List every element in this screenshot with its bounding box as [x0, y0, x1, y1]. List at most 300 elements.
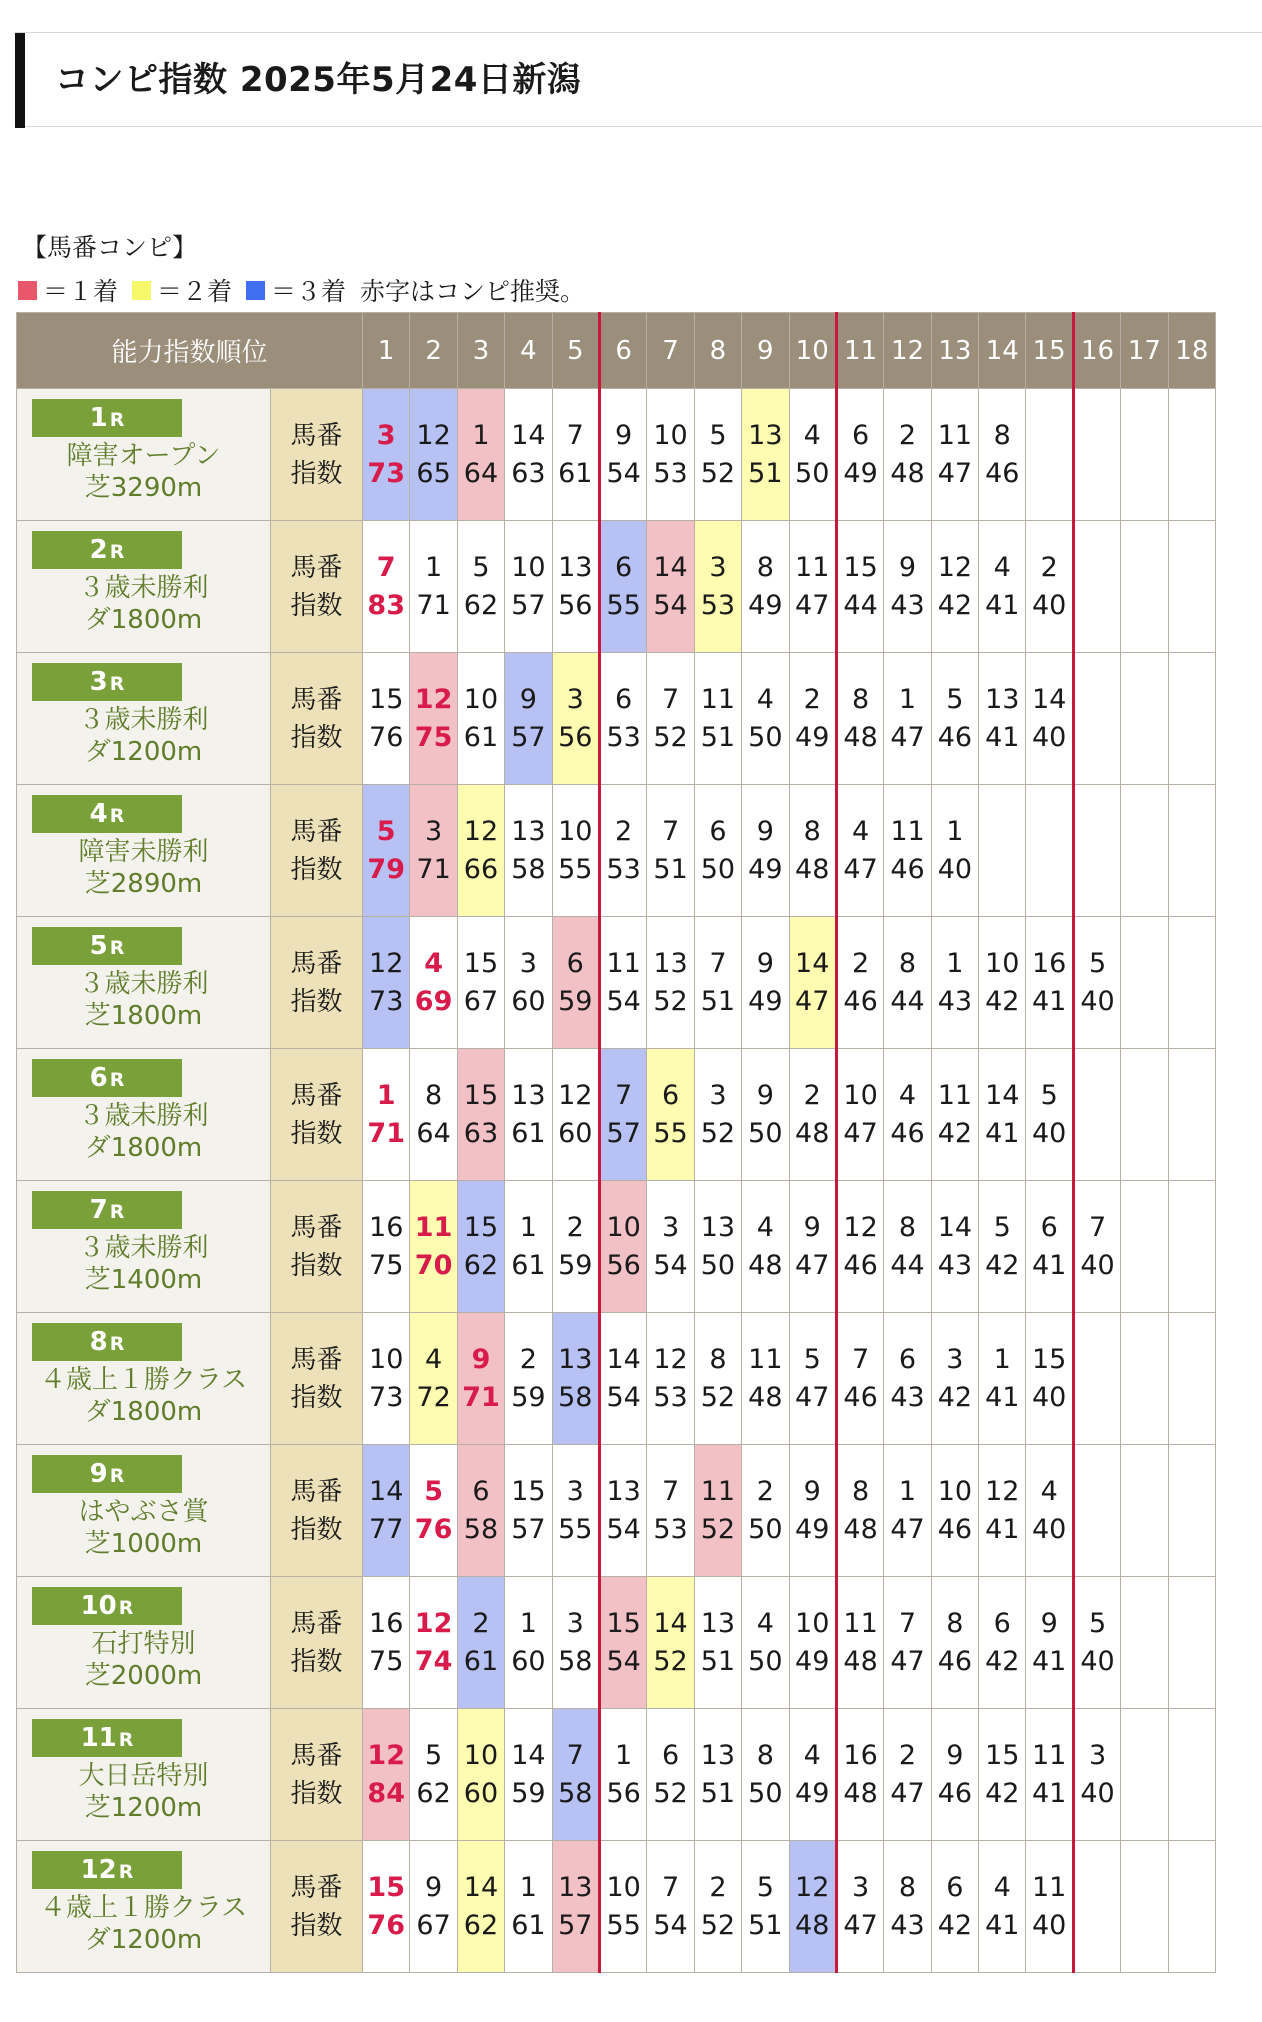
- race-number-badge[interactable]: [32, 1059, 182, 1097]
- rank-cell-18: [1168, 521, 1215, 653]
- index-label: 指数: [290, 1118, 343, 1149]
- index-label: 指数: [290, 458, 343, 489]
- rank-cell-6: [599, 917, 646, 1049]
- rank-cell-13: [931, 917, 978, 1049]
- index-value: 57: [511, 1513, 546, 1545]
- horse-number-label: 馬番: [290, 1740, 343, 1771]
- rank-cell-16: [1073, 389, 1120, 521]
- race-number-badge[interactable]: [32, 795, 182, 833]
- horse-number: 12: [558, 1079, 593, 1111]
- rank-cell-2: [410, 653, 457, 785]
- horse-number: 15: [463, 1079, 499, 1111]
- rank-cell-8: [694, 1577, 741, 1709]
- index-value: 75: [414, 721, 453, 753]
- index-value: 64: [416, 1117, 451, 1149]
- index-value: 55: [653, 1117, 688, 1149]
- index-value: 46: [937, 721, 973, 753]
- index-value: 42: [937, 589, 973, 621]
- horse-number: 4: [1040, 1475, 1058, 1507]
- rank-cell-7: [647, 1181, 694, 1313]
- index-value: 79: [367, 853, 405, 885]
- horse-number: 10: [795, 1607, 830, 1639]
- horse-number: 3: [852, 1871, 870, 1903]
- index-value: 40: [1031, 1513, 1067, 1545]
- race-number-badge[interactable]: [32, 399, 182, 437]
- rank-cell-1: [363, 389, 410, 521]
- rank-cell-5: [552, 917, 599, 1049]
- horse-number: 12: [937, 551, 973, 583]
- rank-cell-1: [363, 917, 410, 1049]
- race-course: 芝2890m: [84, 869, 203, 899]
- rank-cell-7: [647, 785, 694, 917]
- row-label-cell: [271, 1841, 363, 1973]
- rank-cell-17: [1121, 1709, 1168, 1841]
- horse-number: 5: [424, 1739, 443, 1771]
- race-course: 芝1000m: [84, 1529, 203, 1559]
- index-value: 83: [367, 589, 405, 621]
- index-value: 54: [606, 1645, 641, 1677]
- horse-number: 9: [471, 1343, 491, 1375]
- horse-number: 13: [558, 1871, 593, 1903]
- rank-cell-12: [884, 1049, 931, 1181]
- horse-number: 4: [756, 1211, 774, 1243]
- horse-number: 8: [756, 551, 774, 583]
- index-value: 53: [606, 721, 641, 753]
- rank-cell-14: [979, 1049, 1026, 1181]
- rank-cell-9: [742, 521, 789, 653]
- rank-cell-15: [1026, 1049, 1073, 1181]
- horse-number: 13: [606, 1475, 641, 1507]
- rank-cell-9: [742, 1445, 789, 1577]
- race-suffix: R: [109, 805, 125, 827]
- rank-cell-18: [1168, 1709, 1215, 1841]
- race-course: 芝3290m: [84, 473, 203, 503]
- horse-number: 2: [472, 1607, 490, 1639]
- rank-cell-6: [599, 389, 646, 521]
- index-value: 58: [558, 1381, 593, 1413]
- horse-number: 1: [898, 683, 917, 715]
- race-info-cell: [17, 1577, 271, 1709]
- rank-cell-15: [1026, 521, 1073, 653]
- rank-cell-10: [789, 1313, 836, 1445]
- horse-number: 16: [843, 1739, 878, 1771]
- rank-cell-16: [1073, 1181, 1120, 1313]
- rank-cell-2: [410, 1841, 457, 1973]
- race-name: ４歳上１勝クラス: [39, 1365, 248, 1395]
- horse-number: 7: [566, 419, 584, 451]
- index-value: 49: [748, 853, 783, 885]
- race-number-badge[interactable]: [32, 1191, 182, 1229]
- rank-cell-13: [931, 1313, 978, 1445]
- rank-cell-9: [742, 1577, 789, 1709]
- index-value: 47: [795, 1249, 830, 1281]
- horse-number: 11: [700, 1475, 736, 1507]
- race-course: ダ1200m: [84, 1925, 203, 1955]
- index-value: 54: [606, 985, 641, 1017]
- row-label-cell: [271, 521, 363, 653]
- horse-number: 8: [898, 1871, 917, 1903]
- horse-number: 3: [661, 1211, 680, 1243]
- horse-number: 2: [852, 947, 870, 979]
- rank-cell-1: [363, 1841, 410, 1973]
- horse-number: 10: [985, 947, 1020, 979]
- row-label-cell: [271, 1445, 363, 1577]
- index-value: 59: [558, 1249, 593, 1281]
- rank-cell-14: [979, 653, 1026, 785]
- rank-cell-6: [599, 521, 646, 653]
- horse-number: 7: [661, 1475, 680, 1507]
- rank-cell-9: [742, 1709, 789, 1841]
- horse-number: 11: [700, 683, 736, 715]
- rank-cell-1: [363, 785, 410, 917]
- rank-cell-10: [789, 521, 836, 653]
- rank-cell-7: [647, 389, 694, 521]
- index-label: 指数: [290, 1646, 343, 1677]
- index-value: 53: [653, 1513, 688, 1545]
- horse-number: 11: [606, 947, 641, 979]
- rank-cell-11: [836, 785, 883, 917]
- horse-number: 9: [898, 551, 917, 583]
- horse-number: 13: [558, 1343, 593, 1375]
- race-info-cell: [17, 1049, 271, 1181]
- index-value: 62: [416, 1777, 451, 1809]
- rank-cell-18: [1168, 1181, 1215, 1313]
- horse-number: 14: [463, 1871, 499, 1903]
- rank-cell-3: [457, 1841, 504, 1973]
- rank-cell-18: [1168, 1313, 1215, 1445]
- race-suffix: R: [109, 673, 125, 695]
- index-value: 48: [748, 1381, 783, 1413]
- horse-number: 15: [1031, 1343, 1067, 1375]
- rank-cell-12: [884, 1577, 931, 1709]
- horse-number: 14: [511, 419, 546, 451]
- horse-number: 6: [898, 1343, 917, 1375]
- index-value: 46: [985, 457, 1020, 489]
- rank-cell-8: [694, 521, 741, 653]
- race-number-badge[interactable]: [32, 1719, 182, 1757]
- rank-cell-7: [647, 521, 694, 653]
- horse-number: 1: [472, 419, 490, 451]
- rank-cell-9: [742, 1841, 789, 1973]
- race-number: 3: [89, 667, 108, 697]
- horse-number: 3: [566, 683, 584, 715]
- rank-header-14: 14: [979, 313, 1026, 389]
- horse-number: 4: [803, 419, 821, 451]
- rank-cell-16: [1073, 1445, 1120, 1577]
- index-value: 61: [511, 1249, 546, 1281]
- index-value: 71: [462, 1381, 500, 1413]
- rank-cell-2: [410, 389, 457, 521]
- rank-cell-11: [836, 1181, 883, 1313]
- index-value: 46: [843, 1249, 878, 1281]
- index-value: 65: [416, 457, 451, 489]
- rank-cell-5: [552, 1577, 599, 1709]
- rank-cell-8: [694, 1181, 741, 1313]
- index-value: 50: [748, 721, 783, 753]
- horse-number: 6: [615, 551, 633, 583]
- rank-cell-3: [457, 917, 504, 1049]
- horse-number: 2: [566, 1211, 584, 1243]
- row-label-cell: [271, 1181, 363, 1313]
- rank-cell-13: [931, 1181, 978, 1313]
- horse-number: 14: [369, 1475, 404, 1507]
- rank-cell-1: [363, 1709, 410, 1841]
- rank-cell-2: [410, 1577, 457, 1709]
- rank-cell-1: [363, 1577, 410, 1709]
- horse-number: 11: [1031, 1871, 1067, 1903]
- race-number: 4: [89, 799, 108, 829]
- rank-cell-11: [836, 1313, 883, 1445]
- index-value: 47: [795, 985, 830, 1017]
- legend-swatch-first: [18, 281, 37, 300]
- race-row: [17, 1841, 1216, 1973]
- page-title-bar: [15, 32, 1262, 127]
- horse-number: 1: [519, 1871, 537, 1903]
- horse-number: 11: [843, 1607, 878, 1639]
- index-value: 69: [414, 985, 453, 1017]
- index-value: 59: [511, 1777, 546, 1809]
- rank-cell-7: [647, 1445, 694, 1577]
- horse-number: 8: [898, 947, 917, 979]
- index-value: 52: [653, 721, 688, 753]
- rank-cell-15: [1026, 1709, 1073, 1841]
- race-name: 障害オープン: [66, 441, 221, 471]
- race-number-badge[interactable]: [32, 531, 182, 569]
- index-value: 43: [890, 1909, 925, 1941]
- rank-header-11: 11: [836, 313, 883, 389]
- horse-number: 15: [511, 1475, 546, 1507]
- row-label-cell: [271, 917, 363, 1049]
- index-value: 49: [748, 985, 783, 1017]
- race-info-cell: [17, 785, 271, 917]
- index-value: 54: [653, 1249, 688, 1281]
- race-number: 7: [89, 1195, 108, 1225]
- horse-number: 15: [463, 947, 499, 979]
- index-value: 47: [890, 1513, 925, 1545]
- index-value: 63: [463, 1117, 499, 1149]
- horse-number: 5: [709, 419, 727, 451]
- horse-number: 12: [414, 683, 453, 715]
- rank-cell-17: [1121, 653, 1168, 785]
- index-value: 77: [369, 1513, 404, 1545]
- horse-number: 12: [843, 1211, 878, 1243]
- index-value: 48: [843, 1513, 878, 1545]
- horse-number: 14: [937, 1211, 973, 1243]
- index-value: 67: [463, 985, 499, 1017]
- index-value: 52: [653, 1645, 688, 1677]
- rank-cell-5: [552, 1049, 599, 1181]
- index-value: 76: [367, 1909, 405, 1941]
- horse-number: 14: [795, 947, 830, 979]
- index-value: 59: [511, 1381, 546, 1413]
- index-value: 56: [606, 1777, 641, 1809]
- horse-number: 9: [803, 1475, 821, 1507]
- page-title: コンピ指数 2025年5月24日新潟: [55, 60, 582, 100]
- index-value: 54: [606, 457, 641, 489]
- index-value: 57: [511, 721, 546, 753]
- rank-cell-7: [647, 917, 694, 1049]
- index-value: 40: [1080, 985, 1115, 1017]
- race-number-badge[interactable]: [32, 927, 182, 965]
- index-value: 61: [511, 1117, 546, 1149]
- horse-number: 10: [463, 683, 499, 715]
- horse-number: 3: [376, 419, 396, 451]
- index-value: 40: [1031, 1117, 1067, 1149]
- rank-header-17: 17: [1121, 313, 1168, 389]
- horse-number: 10: [653, 419, 688, 451]
- horse-number: 5: [946, 683, 964, 715]
- rank-cell-12: [884, 389, 931, 521]
- index-value: 50: [700, 1249, 736, 1281]
- index-value: 57: [606, 1117, 641, 1149]
- rank-cell-11: [836, 1577, 883, 1709]
- index-value: 61: [511, 1909, 546, 1941]
- rank-cell-17: [1121, 521, 1168, 653]
- index-value: 66: [463, 853, 499, 885]
- index-value: 73: [369, 1381, 404, 1413]
- rank-cell-8: [694, 1841, 741, 1973]
- rank-cell-13: [931, 1709, 978, 1841]
- index-label: 指数: [290, 986, 343, 1017]
- index-value: 51: [700, 1645, 736, 1677]
- index-value: 56: [558, 589, 593, 621]
- rank-cell-7: [647, 1577, 694, 1709]
- rank-header-12: 12: [884, 313, 931, 389]
- horse-number: 3: [709, 1079, 727, 1111]
- horse-number: 13: [700, 1211, 736, 1243]
- race-info-cell: [17, 917, 271, 1049]
- race-number-badge[interactable]: [32, 1323, 182, 1361]
- index-value: 41: [985, 1909, 1020, 1941]
- index-value: 74: [414, 1645, 453, 1677]
- horse-number: 12: [463, 815, 499, 847]
- horse-number: 2: [756, 1475, 774, 1507]
- race-suffix: R: [109, 937, 125, 959]
- horse-number: 7: [661, 683, 680, 715]
- index-value: 46: [937, 1777, 973, 1809]
- horse-number: 10: [606, 1211, 641, 1243]
- horse-number: 11: [748, 1343, 783, 1375]
- rank-cell-9: [742, 1313, 789, 1445]
- index-value: 47: [843, 853, 878, 885]
- horse-number: 5: [1088, 1607, 1107, 1639]
- index-value: 54: [653, 1909, 688, 1941]
- index-value: 46: [937, 1513, 973, 1545]
- rank-header-2: 2: [410, 313, 457, 389]
- horse-number-label: 馬番: [290, 1476, 343, 1507]
- rank-cell-10: [789, 1181, 836, 1313]
- horse-number: 4: [756, 1607, 774, 1639]
- horse-number: 7: [376, 551, 396, 583]
- rank-cell-17: [1121, 1181, 1168, 1313]
- index-value: 53: [606, 853, 641, 885]
- rank-cell-10: [789, 389, 836, 521]
- race-number: 11: [80, 1723, 117, 1753]
- index-value: 58: [558, 1645, 593, 1677]
- horse-number: 3: [424, 815, 443, 847]
- rank-cell-1: [363, 1181, 410, 1313]
- horse-number-label: 馬番: [290, 552, 343, 583]
- index-value: 46: [843, 1381, 878, 1413]
- horse-number: 8: [946, 1607, 964, 1639]
- rank-header-7: 7: [647, 313, 694, 389]
- horse-number: 14: [985, 1079, 1020, 1111]
- race-number-badge[interactable]: [32, 1587, 182, 1625]
- table-body: [17, 389, 1216, 1973]
- horse-number: 13: [558, 551, 593, 583]
- index-value: 56: [606, 1249, 641, 1281]
- index-value: 43: [937, 1249, 973, 1281]
- legend-text-second: ＝２着: [157, 277, 233, 306]
- race-number-badge[interactable]: [32, 1851, 182, 1889]
- index-value: 51: [653, 853, 688, 885]
- rank-cell-15: [1026, 653, 1073, 785]
- rank-cell-5: [552, 1181, 599, 1313]
- horse-number: 5: [472, 551, 490, 583]
- race-suffix: R: [118, 1729, 134, 1751]
- rank-cell-10: [789, 653, 836, 785]
- index-value: 40: [1080, 1249, 1115, 1281]
- race-number-badge[interactable]: [32, 1455, 182, 1493]
- index-value: 48: [795, 1909, 830, 1941]
- horse-number: 11: [937, 1079, 973, 1111]
- rank-cell-4: [505, 1709, 552, 1841]
- race-name: ３歳未勝利: [78, 1233, 209, 1263]
- rank-cell-8: [694, 1313, 741, 1445]
- rank-cell-4: [505, 653, 552, 785]
- rank-cell-11: [836, 1049, 883, 1181]
- rank-cell-4: [505, 917, 552, 1049]
- rank-cell-5: [552, 1445, 599, 1577]
- race-row: [17, 1049, 1216, 1181]
- index-value: 84: [367, 1777, 405, 1809]
- race-suffix: R: [109, 409, 125, 431]
- horse-number: 3: [709, 551, 727, 583]
- rank-cell-4: [505, 1181, 552, 1313]
- index-value: 47: [890, 721, 925, 753]
- horse-number: 3: [566, 1607, 584, 1639]
- index-value: 44: [890, 1249, 925, 1281]
- horse-number: 9: [803, 1211, 821, 1243]
- horse-number: 13: [700, 1607, 736, 1639]
- horse-number: 13: [985, 683, 1020, 715]
- race-suffix: R: [109, 1333, 125, 1355]
- index-value: 44: [843, 589, 878, 621]
- horse-number: 6: [615, 683, 633, 715]
- race-number: 9: [89, 1459, 108, 1489]
- race-number-badge[interactable]: [32, 663, 182, 701]
- rank-cell-15: [1026, 1577, 1073, 1709]
- rank-cell-18: [1168, 785, 1215, 917]
- horse-number: 10: [558, 815, 593, 847]
- rank-cell-16: [1073, 917, 1120, 1049]
- horse-number: 16: [369, 1607, 404, 1639]
- horse-number: 1: [424, 551, 443, 583]
- horse-number: 4: [803, 1739, 821, 1771]
- index-value: 52: [700, 1381, 736, 1413]
- rank-cell-3: [457, 785, 504, 917]
- horse-number: 4: [852, 815, 870, 847]
- rank-cell-15: [1026, 917, 1073, 1049]
- horse-number: 2: [709, 1871, 727, 1903]
- rank-cell-16: [1073, 521, 1120, 653]
- index-value: 50: [748, 1117, 783, 1149]
- rank-cell-5: [552, 389, 599, 521]
- horse-number: 10: [606, 1871, 641, 1903]
- rank-cell-2: [410, 1313, 457, 1445]
- race-row: [17, 785, 1216, 917]
- rank-cell-10: [789, 785, 836, 917]
